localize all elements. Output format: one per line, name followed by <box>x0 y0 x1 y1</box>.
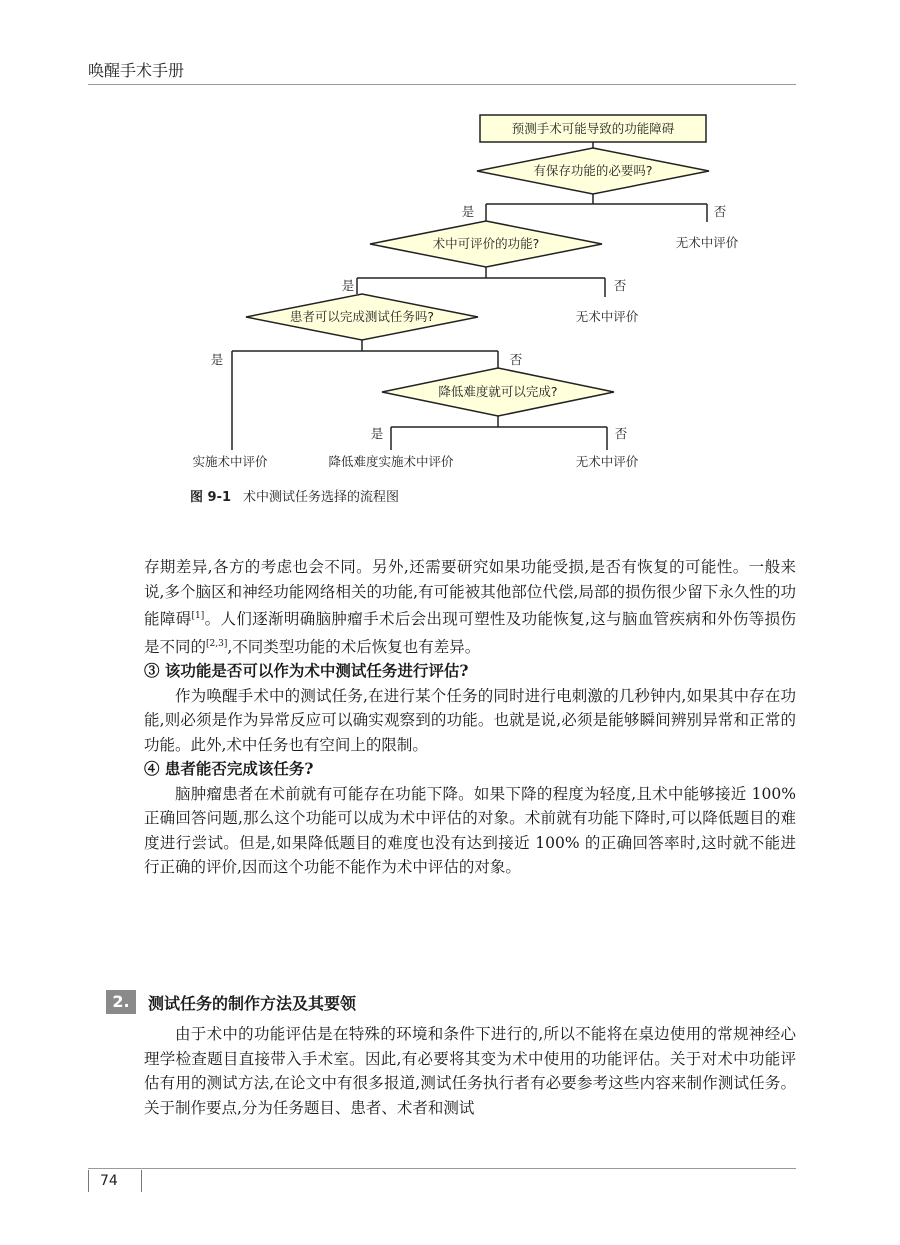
subheading-4: ④ 患者能否完成该任务? <box>144 759 314 779</box>
q4-yes-label: 是 <box>370 426 384 441</box>
q2-yes-label: 是 <box>341 278 355 293</box>
citation-2-3: [2,3] <box>206 638 228 649</box>
start-label: 预测手术可能导致的功能障碍 <box>511 121 675 136</box>
q3-yes-label: 是 <box>210 352 224 367</box>
q2-no-label: 否 <box>613 278 627 293</box>
section-2-paragraph-1: 由于术中的功能评估是在特殊的环境和条件下进行的,所以不能将在桌边使用的常规神经心理学检查题目直接带入手术室。因此,有必要将其变为术中使用的功能评估。关于对术中功能评估有用的测试方法,在论文中有很多报道,测试任务执行者有必要参考这些内容来制作测试任务。关于制作要点,分为任务题目、患者、术者和测试 <box>144 1025 796 1117</box>
paragraph-1-part-a: 存期差异,各方的考虑也会不同。另外,还需要研究如果功能受损,是否有恢复的可能性。一般来说,多个脑区和神经功能网络相关的功能,有可能被其他部位代偿,局部的损伤很少留下永久性的功能障碍 <box>144 558 796 629</box>
outcome-none-1: 无术中评价 <box>675 235 739 250</box>
paragraph-1-part-b: 。人们逐渐明确脑肿瘤手术后会出现可塑性及功能恢复,这与脑血管疾病和外伤等损伤是不同的 <box>144 610 796 656</box>
q4-label: 降低难度就可以完成? <box>438 384 558 399</box>
section-2-heading <box>106 990 356 1014</box>
q1-yes-label: 是 <box>461 204 475 219</box>
outcome-none-2: 无术中评价 <box>575 309 639 324</box>
section-title: 测试任务的制作方法及其要领 <box>148 993 357 1013</box>
citation-1: [1] <box>191 611 205 621</box>
q3-label: 患者可以完成测试任务吗? <box>289 309 435 324</box>
outcome-do: 实施术中评价 <box>192 454 268 469</box>
footer-rule <box>88 1168 796 1169</box>
footer-divider-right <box>141 1170 142 1192</box>
paragraph-1 <box>144 555 796 659</box>
flowchart <box>0 0 900 480</box>
subheading-3: ③ 该功能是否可以作为术中测试任务进行评估? <box>144 661 469 681</box>
body-text-block <box>144 555 796 880</box>
page-number: 74 <box>100 1173 118 1189</box>
q3-no-label: 否 <box>509 352 523 367</box>
paragraph-1-part-c: ,不同类型功能的术后恢复也有差异。 <box>227 637 481 656</box>
q4-no-label: 否 <box>614 426 628 441</box>
section-number-badge: 2. <box>106 990 136 1014</box>
q1-label: 有保存功能的必要吗? <box>533 163 653 178</box>
figure-number: 图 9-1 <box>190 490 232 505</box>
figure-caption <box>190 486 399 505</box>
outcome-reduced: 降低难度实施术中评价 <box>328 454 454 469</box>
running-header-title: 唤醒手术手册 <box>88 61 185 80</box>
figure-caption-text: 术中测试任务选择的流程图 <box>243 490 400 505</box>
paragraph-3: 脑肿瘤患者在术前就有可能存在功能下降。如果下降的程度为轻度,且术中能够接近 100% 正确回答问题,那么这个功能可以成为术中评估的对象。术前就有功能下降时,可以降低题目的难度进行尝试。但是,如果降低题目的难度也没有达到接近 100% 的正确回答率时,这时就不能进行正确的评价,因而这个功能不能作为术中评估的对象。 <box>144 784 796 877</box>
outcome-none-3: 无术中评价 <box>575 454 639 469</box>
footer-divider-left <box>88 1170 89 1192</box>
q2-label: 术中可评价的功能? <box>432 236 540 251</box>
paragraph-2: 作为唤醒手术中的测试任务,在进行某个任务的同时进行电刺激的几秒钟内,如果其中存在功能,则必须是作为异常反应可以确实观察到的功能。也就是说,必须是能够瞬间辨别异常和正常的功能。此外,术中任务也有空间上的限制。 <box>144 686 796 754</box>
section-2-body <box>144 1022 796 1120</box>
q1-no-label: 否 <box>713 204 727 219</box>
